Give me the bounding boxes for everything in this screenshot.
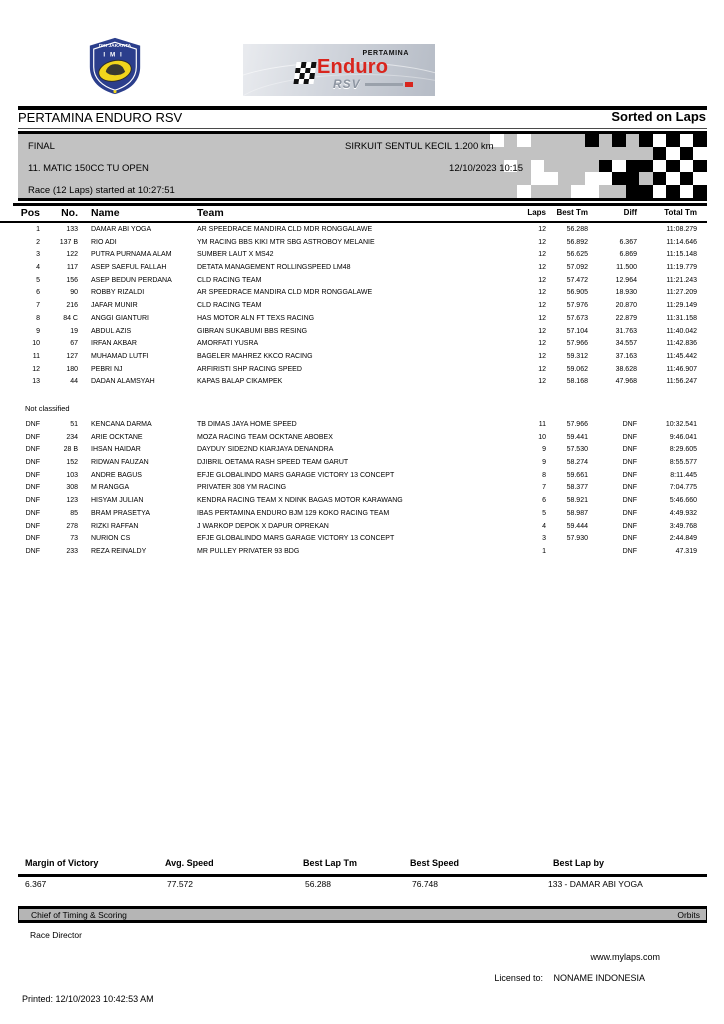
cell-diff: 37.163 [615, 352, 637, 360]
best-speed-label: Best Speed [410, 858, 460, 868]
cell-total: 11:27.209 [666, 289, 697, 297]
cell-laps: 8 [542, 471, 546, 479]
cell-laps: 3 [542, 535, 546, 543]
cell-team: J WARKOP DEPOK X DAPUR OPREKAN [197, 522, 329, 530]
cell-best: 56.892 [566, 238, 588, 246]
cell-no: 44 [70, 378, 78, 386]
table-row [0, 351, 697, 364]
table-row [0, 338, 697, 351]
cell-no: 73 [70, 535, 78, 543]
cell-laps: 12 [538, 327, 546, 335]
cell-diff: DNF [622, 484, 637, 492]
cell-name: ROBBY RIZALDI [91, 289, 145, 297]
cell-best: 58.921 [566, 497, 588, 505]
cell-pos: DNF [25, 484, 40, 492]
cell-best: 57.472 [566, 276, 588, 284]
best-lap-by-label: Best Lap by [553, 858, 605, 868]
cell-total: 11:08.279 [666, 226, 697, 233]
cell-diff: 34.557 [615, 340, 637, 348]
cell-no: 180 [66, 365, 78, 373]
cell-total: 11:56.247 [666, 378, 697, 386]
cell-pos: 9 [36, 327, 40, 335]
cell-pos: DNF [25, 471, 40, 479]
cell-total: 11:31.158 [666, 314, 697, 322]
shield-region-text: DKI JAKARTA [98, 44, 132, 50]
cell-name: RIDWAN FAUZAN [91, 459, 149, 467]
cell-pos: 12 [32, 365, 40, 373]
cell-team: MR PULLEY PRIVATER 93 BDG [197, 547, 300, 555]
cell-team: DAYDUY SIDE2ND KIARJAYA DENANDRA [197, 446, 334, 454]
cell-no: 133 [66, 226, 78, 233]
pertamina-wordmark: PERTAMINA [362, 50, 409, 57]
cell-diff: DNF [622, 421, 637, 428]
licensed-to-value: NONAME INDONESIA [553, 973, 645, 983]
cell-pos: DNF [25, 509, 40, 517]
cell-pos: DNF [25, 421, 40, 428]
circuit-label: SIRKUIT SENTUL KECIL 1.200 km [345, 141, 494, 152]
cell-diff: DNF [622, 547, 637, 555]
cell-team: BAGELER MAHREZ KKCO RACING [197, 352, 313, 360]
cell-name: ARIE OCKTANE [91, 433, 143, 441]
cell-best: 57.966 [566, 340, 588, 348]
cell-diff: 6.869 [619, 251, 637, 259]
cell-pos: 10 [32, 340, 40, 348]
table-row [0, 482, 697, 495]
cell-diff: 31.763 [615, 327, 637, 335]
title-rule-bottom [18, 128, 707, 129]
cell-diff [588, 224, 637, 237]
cell-diff: 22.879 [615, 314, 637, 322]
printed-timestamp: Printed: 12/10/2023 10:42:53 AM [22, 994, 154, 1004]
cell-pos: 3 [36, 251, 40, 259]
cell-no: 122 [66, 251, 78, 259]
licensed-to-line [400, 973, 645, 983]
cell-team: YM RACING BBS KIKI MTR SBG ASTROBOY MELANIE [197, 238, 375, 246]
cell-name: ABDUL AZIS [91, 327, 132, 335]
cell-name: IRFAN AKBAR [91, 340, 137, 348]
cell-pos: 7 [36, 302, 40, 310]
cell-total: 11:40.042 [666, 327, 697, 335]
cell-name: IHSAN HAIDAR [91, 446, 141, 454]
best-lap-tm-label: Best Lap Tm [303, 858, 358, 868]
cell-total: 11:19.779 [666, 264, 697, 272]
cell-name: NURION CS [91, 535, 131, 543]
orbits-label: Orbits [677, 910, 700, 920]
race-class-label: 11. MATIC 150CC TU OPEN [28, 163, 149, 174]
cell-best: 59.444 [566, 522, 588, 530]
federation-shield-logo [84, 36, 146, 101]
cell-total: 8:55.577 [669, 459, 697, 467]
best-speed-value: 76.748 [412, 879, 438, 889]
cell-laps: 12 [538, 352, 546, 360]
table-row [0, 432, 697, 445]
table-row [0, 326, 697, 339]
cell-best: 57.104 [566, 327, 588, 335]
cell-team: MOZA RACING TEAM OCKTANE ABOBEX [197, 433, 333, 441]
cell-laps: 12 [538, 314, 546, 322]
cell-team: EFJE GLOBALINDO MARS GARAGE VICTORY 13 CONCEPT [197, 535, 395, 543]
cell-laps: 12 [538, 251, 546, 259]
cell-diff: DNF [622, 497, 637, 505]
cell-name: ASEP SAEFUL FALLAH [91, 264, 167, 272]
cell-name: KENCANA DARMA [91, 421, 152, 428]
cell-laps: 12 [538, 289, 546, 297]
cell-laps: 11 [538, 421, 546, 428]
table-row [0, 249, 697, 262]
cell-no: 137 B [59, 238, 78, 246]
title-rule-top [18, 106, 707, 110]
table-row [0, 300, 697, 313]
pertamina-enduro-banner-logo [243, 44, 435, 96]
table-row [0, 533, 697, 546]
not-classified-label: Not classified [25, 404, 70, 413]
cell-no: 278 [66, 522, 78, 530]
cell-laps: 12 [538, 238, 546, 246]
cell-pos: 5 [36, 276, 40, 284]
table-row [0, 275, 697, 288]
cell-total: 11:14.646 [666, 238, 697, 246]
table-row [0, 470, 697, 483]
cell-pos: DNF [25, 433, 40, 441]
signature-bar [18, 906, 707, 923]
table-row [0, 224, 697, 237]
cell-best: 59.441 [566, 433, 588, 441]
cell-laps: 7 [542, 484, 546, 492]
cell-best: 56.905 [566, 289, 588, 297]
cell-laps: 12 [538, 226, 546, 233]
cell-no: 127 [66, 352, 78, 360]
cell-best: 56.288 [566, 226, 588, 233]
table-row [0, 521, 697, 534]
licensed-to-label: Licensed to: [494, 973, 543, 983]
cell-team: AMORFATI YUSRA [197, 340, 259, 348]
cell-name: RIO ADI [91, 238, 117, 246]
best-lap-by-value: 133 - DAMAR ABI YOGA [548, 879, 643, 889]
margin-of-victory-value: 6.367 [25, 879, 47, 889]
cell-pos: DNF [25, 446, 40, 454]
col-header-pos: Pos [20, 206, 40, 219]
cell-diff: DNF [622, 459, 637, 467]
rsv-wordmark: RSV [333, 77, 361, 91]
cell-best: 59.062 [566, 365, 588, 373]
cell-best: 59.312 [566, 352, 588, 360]
cell-team: AR SPEEDRACE MANDIRA CLD MDR RONGGALAWE [197, 289, 373, 297]
table-row [0, 495, 697, 508]
cell-no: 90 [70, 289, 78, 297]
cell-laps: 9 [542, 446, 546, 454]
cell-best: 57.930 [566, 535, 588, 543]
race-info-box [18, 131, 707, 201]
cell-name: ANDRE BAGUS [91, 471, 142, 479]
cell-no: 152 [66, 459, 78, 467]
sorted-on-label: Sorted on Laps [611, 109, 706, 124]
shield-icon [84, 36, 146, 96]
cell-laps: 12 [538, 276, 546, 284]
col-header-laps: Laps [527, 208, 546, 217]
cell-no: 216 [66, 302, 78, 310]
cell-total: 2:44.849 [669, 535, 697, 543]
cell-team: CLD RACING TEAM [197, 276, 262, 284]
cell-diff: 47.968 [615, 378, 637, 386]
cell-total: 4:49.932 [669, 509, 697, 517]
cell-pos: DNF [25, 522, 40, 530]
cell-no: 308 [66, 484, 78, 492]
table-row [0, 444, 697, 457]
table-row [0, 546, 697, 559]
cell-name: DAMAR ABI YOGA [91, 226, 152, 233]
best-lap-tm-value: 56.288 [305, 879, 331, 889]
cell-total: 3:49.768 [669, 522, 697, 530]
cell-laps: 12 [538, 365, 546, 373]
cell-pos: DNF [25, 459, 40, 467]
cell-pos: 4 [36, 264, 40, 272]
cell-no: 156 [66, 276, 78, 284]
cell-no: 85 [70, 509, 78, 517]
cell-pos: 1 [36, 226, 40, 233]
col-header-best-tm: Best Tm [556, 208, 588, 217]
cell-team: HAS MOTOR ALN FT TEXS RACING [197, 314, 315, 322]
cell-name: JAFAR MUNIR [91, 302, 138, 310]
cell-diff: DNF [622, 509, 637, 517]
col-header-no: No. [61, 206, 78, 219]
cell-no: 84 C [63, 314, 78, 322]
race-director-label: Race Director [30, 930, 82, 940]
cell-pos: 8 [36, 314, 40, 322]
cell-total: 8:29.605 [669, 446, 697, 454]
enduro-wordmark: Enduro [317, 56, 389, 78]
cell-no: 234 [66, 433, 78, 441]
cell-best: 57.530 [566, 446, 588, 454]
cell-no: 67 [70, 340, 78, 348]
cell-diff: DNF [622, 446, 637, 454]
cell-team: IBAS PERTAMINA ENDURO BJM 129 KOKO RACING TEAM [197, 509, 390, 517]
cell-no: 233 [66, 547, 78, 555]
cell-best: 58.377 [566, 484, 588, 492]
table-row [0, 237, 697, 250]
cell-laps: 12 [538, 378, 546, 386]
cell-diff: 12.964 [615, 276, 637, 284]
cell-diff: 6.367 [619, 238, 637, 246]
cell-total: 11:45.442 [666, 352, 697, 360]
cell-name: PUTRA PURNAMA ALAM [91, 251, 172, 259]
cell-best: 58.168 [566, 378, 588, 386]
cell-team: CLD RACING TEAM [197, 302, 262, 310]
table-header-row [0, 204, 697, 221]
cell-name: RIZKI RAFFAN [91, 522, 139, 530]
cell-pos: DNF [25, 497, 40, 505]
not-classified-rows [0, 419, 697, 559]
cell-total: 7:04.775 [669, 484, 697, 492]
cell-laps: 12 [538, 302, 546, 310]
cell-no: 51 [70, 421, 78, 428]
cell-team: GIBRAN SUKABUMI BBS RESING [197, 327, 308, 335]
cell-best: 56.625 [566, 251, 588, 259]
col-header-diff: Diff [623, 208, 637, 217]
table-header-rule-bottom [0, 221, 707, 223]
chief-of-timing-label: Chief of Timing & Scoring [31, 910, 127, 920]
cell-laps: 12 [538, 340, 546, 348]
rsv-tagline-bar [365, 83, 403, 86]
cell-team: TB DIMAS JAYA HOME SPEED [197, 421, 297, 428]
cell-no: 117 [66, 264, 78, 272]
avg-speed-label: Avg. Speed [165, 858, 214, 868]
cell-best: 57.092 [566, 264, 588, 272]
cell-name: DADAN ALAMSYAH [91, 378, 155, 386]
cell-laps: 4 [542, 522, 546, 530]
cell-team: SUMBER LAUT X MS42 [197, 251, 274, 259]
cell-best: 58.987 [566, 509, 588, 517]
avg-speed-value: 77.572 [167, 879, 193, 889]
event-title: PERTAMINA ENDURO RSV [18, 110, 183, 125]
cell-diff: DNF [622, 433, 637, 441]
cell-team: AR SPEEDRACE MANDIRA CLD MDR RONGGALAWE [197, 226, 373, 233]
cell-diff: 20.870 [615, 302, 637, 310]
cell-diff: 18.930 [615, 289, 637, 297]
table-row [0, 313, 697, 326]
cell-total: 9:46.041 [669, 433, 697, 441]
cell-team: KENDRA RACING TEAM X NDINK BAGAS MOTOR KARAWANG [197, 497, 403, 505]
rsv-red-accent [405, 82, 413, 87]
cell-pos: DNF [25, 535, 40, 543]
cell-name: M RANGGA [91, 484, 130, 492]
cell-laps: 9 [542, 459, 546, 467]
margin-of-victory-label: Margin of Victory [25, 858, 99, 868]
table-row [0, 376, 697, 389]
session-label: FINAL [28, 141, 55, 152]
cell-name: ASEP BEDUN PERDANA [91, 276, 172, 284]
cell-total: 47.319 [675, 547, 697, 555]
cell-total: 11:46.907 [666, 365, 697, 373]
race-datetime: 12/10/2023 10:15 [449, 163, 523, 174]
cell-diff: DNF [622, 522, 637, 530]
col-header-total-tm: Total Tm [664, 208, 697, 217]
cell-no: 28 B [63, 446, 78, 454]
cell-pos: DNF [25, 547, 40, 555]
cell-diff: DNF [622, 535, 637, 543]
cell-total: 11:29.149 [666, 302, 697, 310]
cell-team: DETATA MANAGEMENT ROLLINGSPEED LM48 [197, 264, 351, 272]
cell-team: ARFIRISTI SHP RACING SPEED [197, 365, 302, 373]
classified-rows [0, 224, 697, 389]
cell-best [546, 546, 588, 559]
stats-rule [18, 874, 707, 877]
cell-laps: 10 [538, 433, 546, 441]
mylaps-website-text: www.mylaps.com [590, 952, 660, 962]
cell-team: DJIBRIL OETAMA RASH SPEED TEAM GARUT [197, 459, 349, 467]
cell-name: BRAM PRASETYA [91, 509, 150, 517]
col-header-team: Team [197, 206, 224, 219]
cell-best: 58.274 [566, 459, 588, 467]
cell-total: 10:32.541 [665, 421, 697, 428]
cell-laps: 6 [542, 497, 546, 505]
checkered-flag-icon [293, 62, 316, 84]
table-row [0, 364, 697, 377]
col-header-name: Name [91, 206, 120, 219]
cell-pos: 11 [32, 352, 40, 360]
cell-team: EFJE GLOBALINDO MARS GARAGE VICTORY 13 CONCEPT [197, 471, 395, 479]
cell-best: 57.966 [566, 421, 588, 428]
cell-pos: 6 [36, 289, 40, 297]
cell-name: HISYAM JULIAN [91, 497, 144, 505]
shield-initials-text: IMI [103, 51, 127, 59]
table-row [0, 262, 697, 275]
table-row [0, 457, 697, 470]
cell-diff: 11.500 [616, 264, 637, 272]
race-start-info: Race (12 Laps) started at 10:27:51 [28, 185, 175, 196]
cell-no: 103 [66, 471, 78, 479]
cell-best: 59.661 [566, 471, 588, 479]
cell-total: 8:11.445 [670, 471, 697, 479]
cell-total: 11:15.148 [666, 251, 697, 259]
cell-total: 11:42.836 [666, 340, 697, 348]
cell-total: 11:21.243 [666, 276, 697, 284]
cell-team: PRIVATER 308 YM RACING [197, 484, 287, 492]
cell-diff: DNF [622, 471, 637, 479]
cell-laps: 12 [538, 264, 546, 272]
cell-no: 123 [66, 497, 78, 505]
cell-pos: 13 [32, 378, 40, 386]
cell-team: KAPAS BALAP CIKAMPEK [197, 378, 283, 386]
table-row [0, 287, 697, 300]
cell-total: 5:46.660 [669, 497, 697, 505]
cell-laps: 1 [542, 547, 546, 555]
cell-name: REZA REINALDY [91, 547, 147, 555]
cell-name: ANGGI GIANTURI [91, 314, 149, 322]
cell-best: 57.976 [566, 302, 588, 310]
cell-best: 57.673 [566, 314, 588, 322]
table-row [0, 419, 697, 432]
cell-no: 19 [70, 327, 78, 335]
cell-laps: 5 [542, 509, 546, 517]
cell-pos: 2 [36, 238, 40, 246]
cell-name: PEBRI NJ [91, 365, 123, 373]
table-row [0, 508, 697, 521]
cell-diff: 38.628 [615, 365, 637, 373]
cell-name: MUHAMAD LUTFI [91, 352, 149, 360]
